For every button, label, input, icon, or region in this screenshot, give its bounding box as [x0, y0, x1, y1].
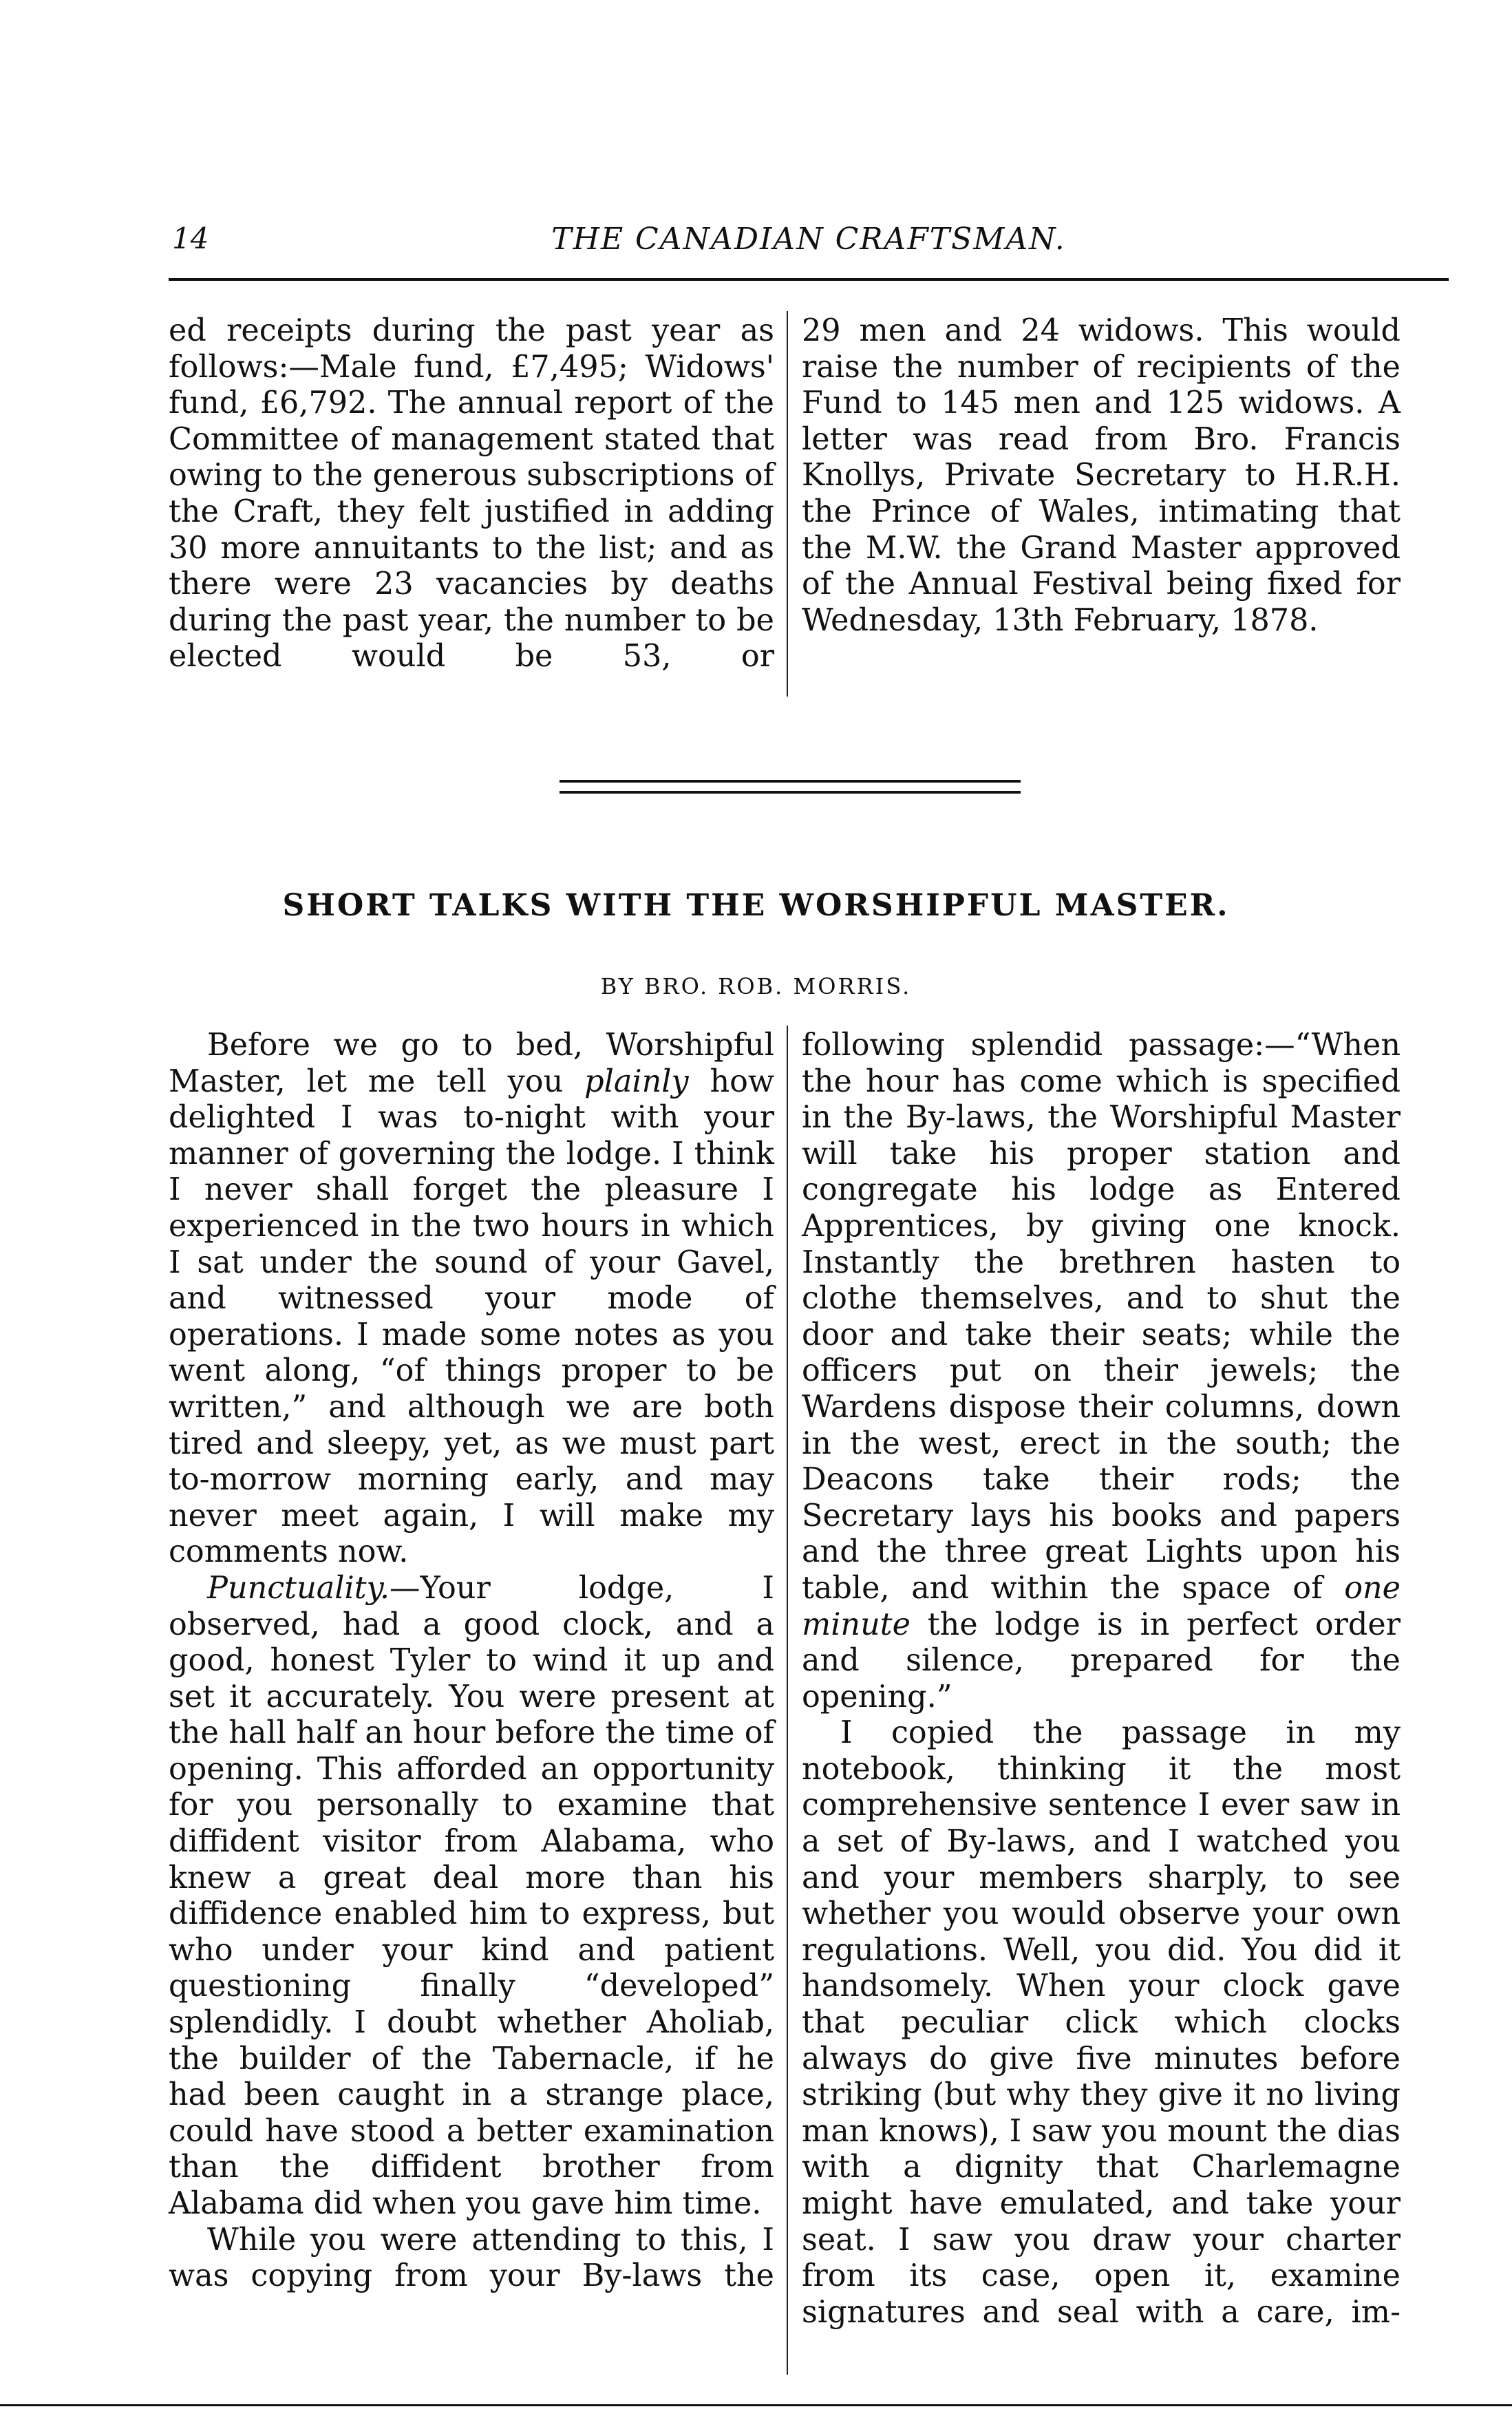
- article-paragraph: I copied the passage in my notebook, thinking it the most comprehensive sentence I ever saw in a set of By-laws, and I watched you and your members sharply, to see whether you would observe your own regulations. Well, you did. You did it handsomely. When your clock gave that peculiar click which clocks always do give five minutes before striking (but why they give it no living man knows), I saw you mount the dias with a dignity that Charlemagne might have emulated, and take your seat. I saw you draw your charter from its case, open it, examine signatures and seal with a care, im-: [802, 1715, 1401, 2330]
- section1-left-column: [169, 313, 774, 675]
- section1-left-text: ed receipts during the past year as follows:—Male fund, £7,495; Widows' fund, £6,792. The annual report of the Committee of management stated that owing to the generous subscriptions of the Craft, they felt justified in adding 30 more annuitants to the list; and as there were 23 vacancies by deaths during the past year, the number to be elected would be 53, or: [169, 313, 774, 675]
- section1-right-text: 29 men and 24 widows. This would raise the number of recipients of the Fund to 145 men and 125 widows. A letter was read from Bro. Francis Knollys, Private Secretary to H.R.H. the Prince of Wales, intimating that the M.W. the Grand Master approved of the Annual Festival being fixed for Wednesday, 13th February, 1878.: [802, 313, 1401, 638]
- article-paragraph: While you were attending to this, I was copying from your By-laws the: [169, 2222, 774, 2294]
- running-title: THE CANADIAN CRAFTSMAN.: [551, 222, 1066, 257]
- article-byline: BY BRO. ROB. MORRIS.: [600, 973, 912, 999]
- article-title: SHORT TALKS WITH THE WORSHIPFUL MASTER.: [282, 888, 1230, 923]
- article-paragraph: following splendid passage:—“When the hour has come which is specified in the By-laws, the Worshipful Master will take his proper station and congregate his lodge as Entered Apprentices, by giving one knock. Instantly the brethren hasten to clothe themselves, and to shut the door and take their seats; while the officers put on their jewels; the Wardens dispose their columns, down in the west, erect in the south; the Deacons take their rods; the Secretary lays his books and papers and the three great Lights upon his table, and within the space of one minute the lodge is in perfect order and silence, prepared for the opening.”: [802, 1028, 1401, 1715]
- article-column-divider: [787, 1026, 788, 2375]
- section1-right-column: [802, 313, 1401, 639]
- page-number: 14: [172, 222, 209, 255]
- article-paragraph: Punctuality.—Your lodge, I observed, had a good clock, and a good, honest Tyler to wind it up and set it accurately. You were present at the hall half an hour before the time of opening. This afforded an opportunity for you personally to examine that diffident visitor from Alabama, who knew a great deal more than his diffidence enabled him to express, but who under your kind and patient questioning finally “developed” splendidly. I doubt whether Aholiab, the builder of the Tabernacle, if he had been caught in a strange place, could have stood a better examination than the diffident brother from Alabama did when you gave him time.: [169, 1570, 774, 2221]
- section-separator-rule: [560, 780, 1021, 794]
- article-paragraph: Before we go to bed, Worshipful Master, let me tell you plainly how delighted I was to-night with your manner of governing the lodge. I think I never shall forget the pleasure I experienced in the two hours in which I sat under the sound of your Gavel, and witnessed your mode of operations. I made some notes as you went along, “of things proper to be written,” and although we are both tired and sleepy, yet, as we must part to-morrow morning early, and may never meet again, I will make my comments now.: [169, 1028, 774, 1570]
- page-bottom-rule: [0, 2404, 1512, 2406]
- article-left-column: [169, 1028, 774, 2295]
- article-right-column: [802, 1028, 1401, 2331]
- header-rule: [169, 278, 1449, 281]
- section1-column-divider: [787, 311, 788, 697]
- page-header: [172, 222, 1445, 270]
